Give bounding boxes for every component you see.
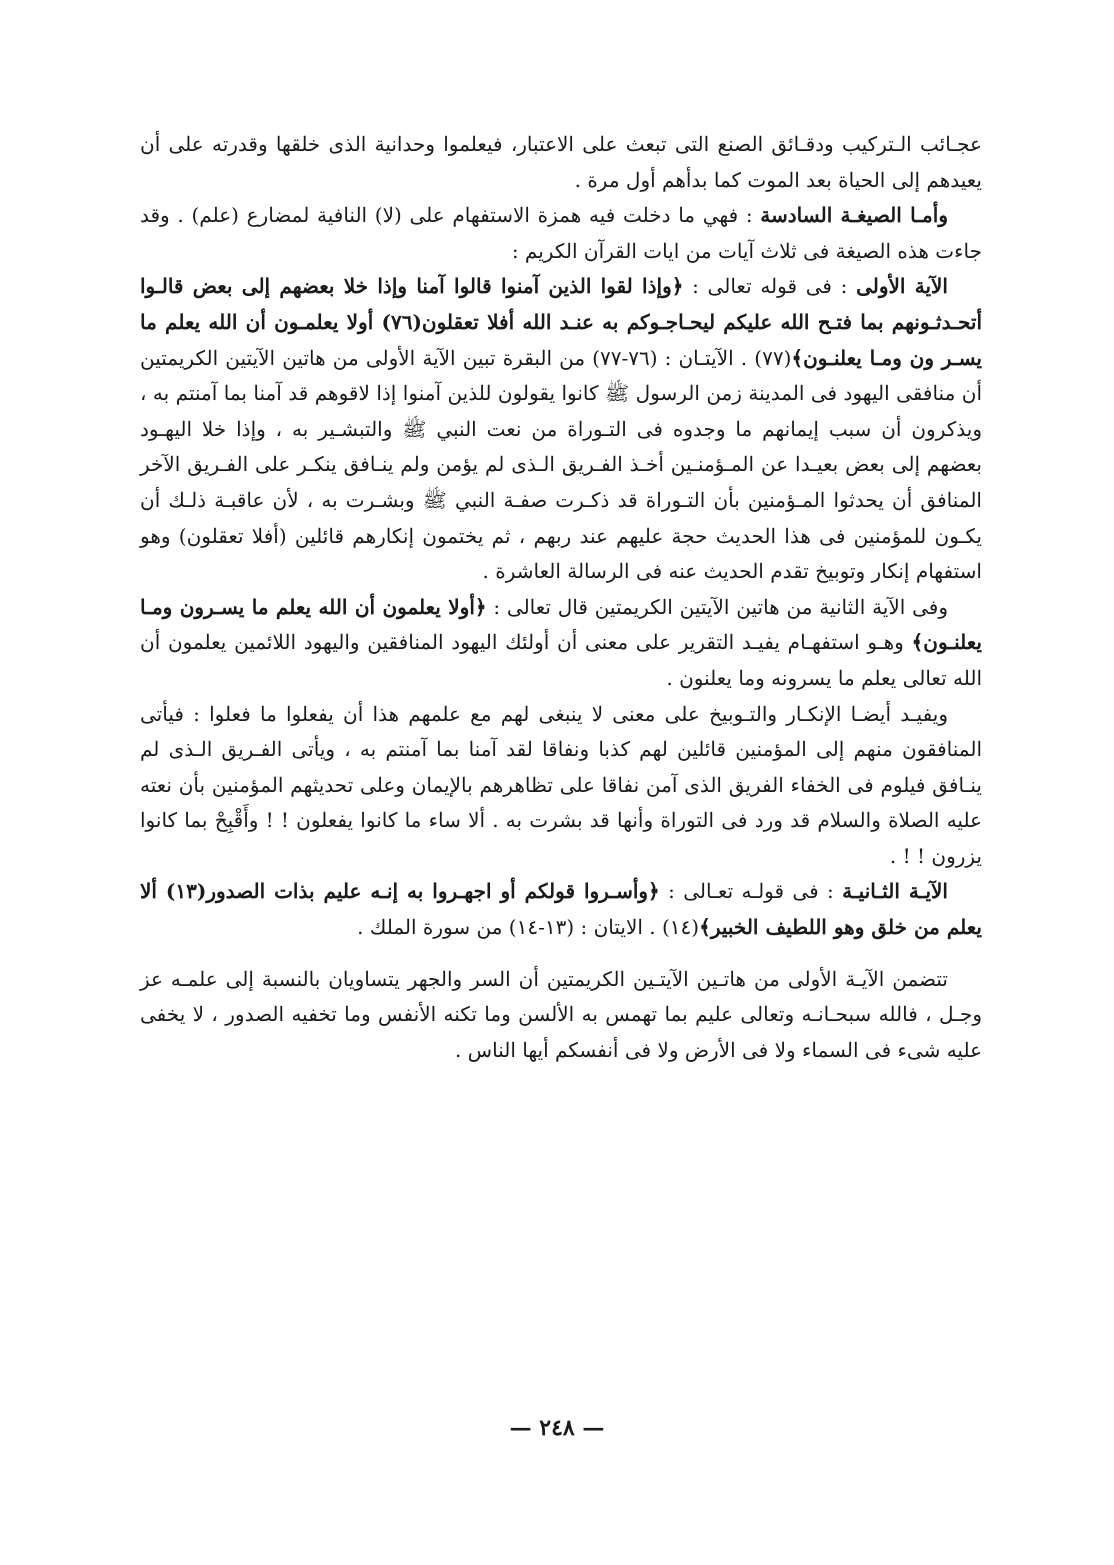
paragraph-3	[140, 269, 982, 589]
paragraph-6	[140, 874, 982, 945]
paragraph-6-heading: الآيـة الثـانيـة	[842, 879, 948, 904]
paragraph-7-text: تتضمن الآيـة الأولى من هاتـين الآيتـين الكريمتين أن السر والجهر يتساويان بالنسبة إلى علمـه عز وجـل ، فالله سبحـانـه وتعالى عليم بما تهمس به الألسن وما تكنه الأنفس وما تخفيه الصدور ، لا يخفى عليه شىء فى السماء ولا فى الأرض ولا فى أنفسكم أيها الناس .	[140, 966, 982, 1062]
paragraph-5	[140, 697, 982, 875]
paragraph-1	[140, 127, 982, 198]
paragraph-5-text: ويفيـد أيضـا الإنكـار والتـوبيخ على معنى لا ينبغى لهم مع علمهم هذا أن يفعلوا ما فعلوا : فيأتى المنافقون منهم إلى المؤمنين قائلين لهم كذبا ونفاقا لقد آمنا بما آمنتم به ، ويأتى الفـريق الـذى لم ينـافق فيلوم فى الخفاء الفريق الذى آمن نفاقا على تظاهرهم بالإيمان وعلى تحديثهم المؤمنين بأن نعته عليه الصلاة والسلام قد ورد فى التوراة وأنها قد بشرت به . ألا ساء ما كانوا يفعلون ! ! وأَقْبِحْ بما كانوا يزرون ! ! .	[140, 701, 983, 868]
paragraph-6-intro: : فى قولـه تعـالى :	[659, 879, 843, 904]
paragraph-2	[140, 198, 982, 269]
paragraph-7	[140, 962, 982, 1069]
paragraph-4-text: وهـو استفهـام يفيـد التقرير على معنى أن أولئك اليهود المنافقين واليهود اللائمين يعلمون أن الله تعالى يعلم ما يسرونه وما يعلنون .	[140, 630, 982, 690]
paragraph-4-intro: وفى الآية الثانية من هاتين الآيتين الكريمتين قال تعالى :	[486, 594, 948, 619]
paragraph-4-verse: ﴿أولا يعلمون أن الله يعلم ما يسـرون ومـا يعلنـون﴾	[140, 594, 982, 655]
paragraph-3-intro: : فى قوله تعالى :	[683, 274, 857, 299]
paragraph-2-heading: وأمـا الصيغـة السادسة	[760, 203, 948, 228]
paragraph-3-verse: ﴿وإذا لقوا الذين آمنوا قالوا آمنا وإذا خلا بعضهم إلى بعض قالـوا أتحـدثـونهم بما فتـح الله عليكم ليحـاجـوكم به عنـد الله أفلا تعقلون(٧٦) أولا يعلمـون أن الله يعلم ما يسـر ون ومـا يعلنـون﴾	[140, 274, 982, 370]
paragraph-4	[140, 590, 982, 697]
paragraph-2-text: : فهي ما دخلت فيه همزة الاستفهام على (لا) النافية لمضارع (علم) . وقد جاءت هذه الصيغة فى ثلاث آيات من ايات القرآن الكريم :	[140, 203, 982, 263]
paragraph-3-heading: الآية الأولى	[856, 274, 948, 299]
paragraph-6-text: (١٤) . الايتان : (١٣-١٤) من سورة الملك .	[357, 915, 700, 940]
paragraph-3-text: (٧٧) . الآيتـان : (٧٦-٧٧) من البقرة تبين الآية الأولى من هاتين الآيتين الكريمتين أن منافقى اليهود فى المدينة زمن الرسول ﷺ كانوا يقولون للذين آمنوا إذا لاقوهم قد آمنا بما آمنتم به ، ويذكرون أن سبب إيمانهم ما وجدوه فى التـوراة من نعت النبي ﷺ والتبشـير به ، وإذا خلا اليهـود بعضهم إلى بعض بعيـدا عن المـؤمنـين أخـذ الفـريق الـذى لم يؤمن ولم ينـافق ينكـر على الفـريق الآخر المنافق أن يحدثوا المـؤمنين بأن التـوراة قد ذكـرت صفـة النبي ﷺ وبشـرت به ، لأن عاقبـة ذلـك أن يكـون للمؤمنين فى هذا الحديث حجة عليهم عند ربهم ، ثم يختمون إنكارهم قائلين (أفلا تعقلون) وهو استفهام إنكار وتوبيخ تقدم الحديث عنه فى الرسالة العاشرة .	[140, 345, 982, 584]
paragraph-1-text: عجـائب الـتركيب ودقـائق الصنع التى تبعث على الاعتبار، فيعلموا وحدانية الذى خلقها وقدرته على أن يعيدهم إلى الحياة بعد الموت كما بدأهم أول مرة .	[140, 132, 982, 192]
paragraph-6-verse: ﴿وأسـروا قولكم أو اجهـروا به إنـه عليم بذات الصدور(١٣) ألا يعلم من خلق وهو اللطيف الخبير﴾	[140, 879, 982, 940]
body-text	[140, 127, 982, 1068]
page-number: — ٢٤٨ —	[509, 1415, 605, 1441]
